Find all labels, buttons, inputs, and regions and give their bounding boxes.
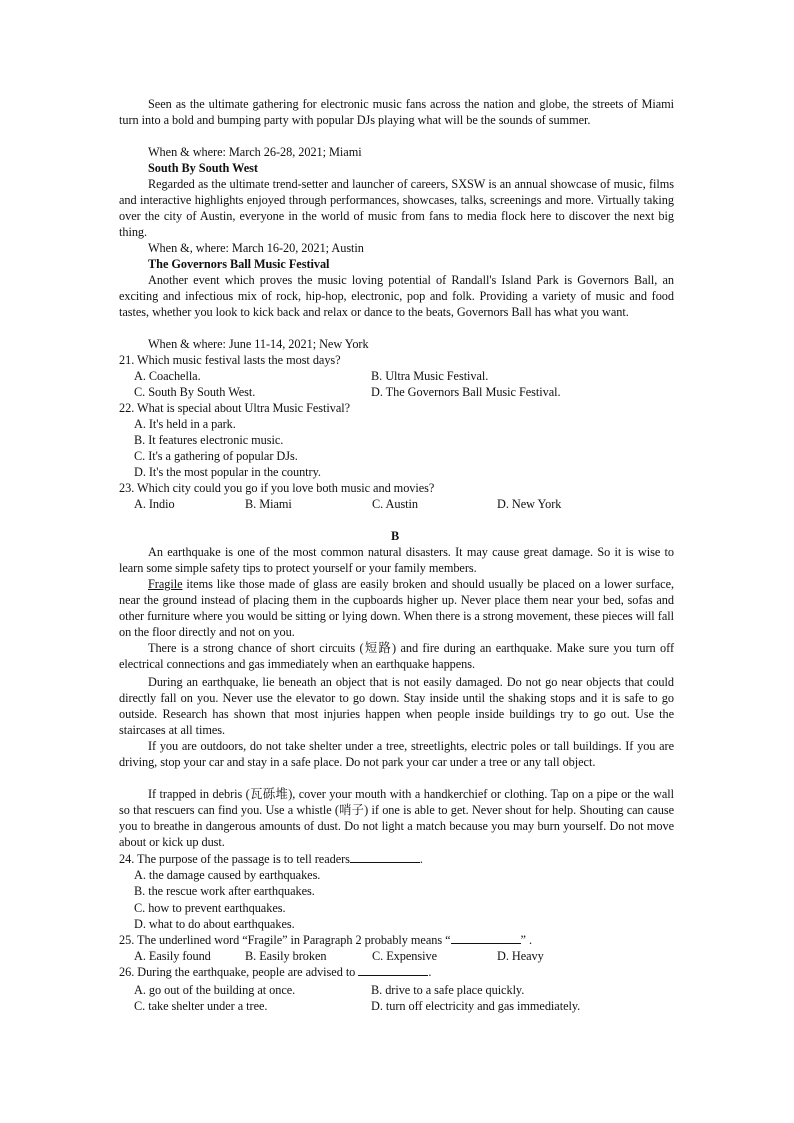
- option-24-d: D. what to do about earthquakes.: [134, 917, 295, 931]
- passage-b-paragraph-5: If you are outdoors, do not take shelter under a tree, streetlights, electric poles or tall buildings. If you are driving, stop your car and stay in a safe place. Do not park your car under a tree or any tall object.: [119, 739, 674, 769]
- option-22-a: A. It's held in a park.: [134, 417, 236, 431]
- question-22: 22. What is special about Ultra Music Festival?: [119, 401, 351, 415]
- option-26-b: B. drive to a safe place quickly.: [371, 983, 525, 997]
- passage-b-paragraph-4: During an earthquake, lie beneath an object that is not easily damaged. Do not go near objects that could directly fall on you. Never use the elevator to go down. Stay inside until the shaking stops and it is safe to go outside. Research has shown that most injuries happen when people inside buildings try to go out. Use the staircases at all times.: [119, 675, 674, 737]
- passage-b-paragraph-2: [119, 576, 674, 640]
- question-24-stem: 24. The purpose of the passage is to tell readers: [119, 852, 350, 866]
- option-23-d: D. New York: [497, 497, 562, 511]
- option-23-a: A. Indio: [134, 497, 175, 511]
- governors-ball-description: Another event which proves the music loving potential of Randall's Island Park is Governors Ball, an exciting and infectious mix of rock, hip-hop, electronic, pop and folk. Providing a variety of music and food tastes, whether you look to kick back and relax or dance to the beats, Governors Ball has what you want.: [119, 273, 674, 319]
- option-25-c: C. Expensive: [372, 949, 437, 963]
- question-23: 23. Which city could you go if you love both music and movies?: [119, 481, 435, 495]
- option-22-c: C. It's a gathering of popular DJs.: [134, 449, 298, 463]
- answer-blank: [350, 851, 420, 863]
- option-26-c: C. take shelter under a tree.: [134, 999, 268, 1013]
- passage-b-paragraph-6: If trapped in debris (瓦砾堆), cover your mouth with a handkerchief or clothing. Tap on a pipe or the wall so that rescuers can find you. Use a whistle (哨子) if one is able to get. Never shout for help. Shouting can cause you to breathe in dangerous amounts of dust. Do not light a match because you may burn yourself. Do not move about or kick up dust.: [119, 787, 674, 849]
- option-26-d: D. turn off electricity and gas immediately.: [371, 999, 581, 1013]
- question-26: [119, 964, 431, 980]
- option-23-b: B. Miami: [245, 497, 292, 511]
- section-b-heading: B: [391, 529, 400, 543]
- option-24-c: C. how to prevent earthquakes.: [134, 901, 286, 915]
- option-26-a: A. go out of the building at once.: [134, 983, 296, 997]
- question-26-stem: 26. During the earthquake, people are advised to: [119, 965, 359, 979]
- question-25: [119, 932, 532, 948]
- option-22-b: B. It features electronic music.: [134, 433, 284, 447]
- option-22-d: D. It's the most popular in the country.: [134, 465, 321, 479]
- ultra-when-where: When & where: March 26-28, 2021; Miami: [148, 145, 362, 159]
- answer-blank: [358, 964, 428, 976]
- answer-blank: [451, 932, 521, 944]
- question-26-end: .: [428, 965, 432, 979]
- option-23-c: C. Austin: [372, 497, 419, 511]
- option-25-b: B. Easily broken: [245, 949, 327, 963]
- option-24-a: A. the damage caused by earthquakes.: [134, 868, 321, 882]
- ultra-description: Seen as the ultimate gathering for electronic music fans across the nation and globe, the streets of Miami turn into a bold and bumping party with popular DJs playing what will be the sounds of summer.: [119, 97, 674, 127]
- question-25-stem: 25. The underlined word “Fragile” in Paragraph 2 probably means “: [119, 933, 451, 947]
- option-21-b: B. Ultra Music Festival.: [371, 369, 489, 383]
- paragraph-2-text: items like those made of glass are easily broken and should usually be placed on a lower surface, near the ground instead of placing them in the cupboards higher up. Never place them near your bed, sofas and other furniture where you would be sitting or lying down. When there is a strong movement, these pieces will fall on the floor directly and not on you.: [119, 577, 674, 639]
- option-25-a: A. Easily found: [134, 949, 211, 963]
- option-21-a: A. Coachella.: [134, 369, 201, 383]
- passage-b-paragraph-1: An earthquake is one of the most common natural disasters. It may cause great damage. So it is wise to learn some simple safety tips to protect yourself or your family members.: [119, 545, 674, 575]
- question-24-end: .: [419, 852, 423, 866]
- option-21-c: C. South By South West.: [134, 385, 256, 399]
- question-24: [119, 851, 423, 867]
- sxsw-description: Regarded as the ultimate trend-setter and launcher of careers, SXSW is an annual showcase of music, films and interactive highlights enjoyed through performances, showcases, talks, screenings and more. Virtually taking over the city of Austin, everyone in the world of music from fans to media flock here to discover the next big thing.: [119, 177, 674, 239]
- passage-b-paragraph-3: There is a strong chance of short circuits (短路) and fire during an earthquake. Make sure you turn off electrical connections and gas immediately when an earthquake happens.: [119, 641, 674, 671]
- sxsw-when-where: When &, where: March 16-20, 2021; Austin: [148, 241, 364, 255]
- governors-ball-when-where: When & where: June 11-14, 2021; New York: [148, 337, 369, 351]
- question-25-end: ” .: [520, 933, 532, 947]
- fragile-underlined-word: Fragile: [148, 577, 183, 591]
- option-24-b: B. the rescue work after earthquakes.: [134, 884, 315, 898]
- governors-ball-title: The Governors Ball Music Festival: [148, 257, 330, 271]
- question-21: 21. Which music festival lasts the most days?: [119, 353, 341, 367]
- sxsw-title: South By South West: [148, 161, 258, 175]
- option-25-d: D. Heavy: [497, 949, 544, 963]
- option-21-d: D. The Governors Ball Music Festival.: [371, 385, 561, 399]
